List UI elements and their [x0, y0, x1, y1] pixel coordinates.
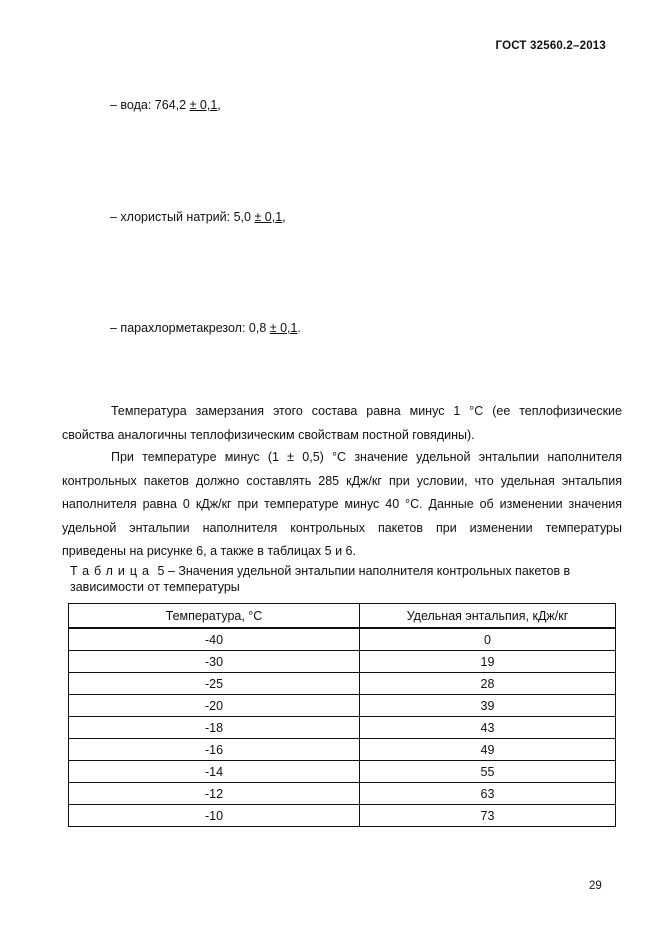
table-row — [69, 761, 616, 783]
temperature-cell: -40 — [69, 628, 360, 651]
temperature-cell: -30 — [69, 651, 360, 673]
temperature-cell: -20 — [69, 695, 360, 717]
column-header-enthalpy: Удельная энтальпия, кДж/кг — [360, 604, 616, 629]
enthalpy-cell: 73 — [360, 805, 616, 827]
list-item-end: , — [282, 210, 286, 224]
table-header-row — [69, 604, 616, 629]
list-item-chlorocresol — [110, 321, 301, 335]
tolerance-value: ± 0,1 — [189, 98, 218, 112]
list-item-sodium-chloride — [110, 210, 286, 224]
tolerance-value: ± 0,1 — [269, 321, 298, 335]
enthalpy-cell: 0 — [360, 628, 616, 651]
table-row — [69, 717, 616, 739]
page-number: 29 — [589, 880, 602, 892]
document-header: ГОСТ 32560.2–2013 — [495, 40, 606, 52]
temperature-cell: -12 — [69, 783, 360, 805]
list-item-text: – парахлорметакрезол: 0,8 — [110, 321, 270, 335]
enthalpy-cell: 28 — [360, 673, 616, 695]
table-row — [69, 805, 616, 827]
enthalpy-table — [68, 603, 616, 827]
temperature-cell: -10 — [69, 805, 360, 827]
list-item-water — [110, 98, 221, 112]
enthalpy-cell: 63 — [360, 783, 616, 805]
enthalpy-cell: 39 — [360, 695, 616, 717]
list-item-text: – хлористый натрий: 5,0 — [110, 210, 255, 224]
tolerance-value: ± 0,1 — [254, 210, 283, 224]
enthalpy-cell: 19 — [360, 651, 616, 673]
table-caption — [70, 564, 622, 595]
enthalpy-cell: 43 — [360, 717, 616, 739]
enthalpy-cell: 49 — [360, 739, 616, 761]
column-header-temperature: Температура, °С — [69, 604, 360, 629]
enthalpy-cell: 55 — [360, 761, 616, 783]
temperature-cell: -16 — [69, 739, 360, 761]
table-caption-text: 5 – Значения удельной энтальпии наполнителя контрольных пакетов в зависимости от температуры — [70, 564, 571, 594]
table-row — [69, 783, 616, 805]
paragraph-enthalpy: При температуре минус (1 ± 0,5) °С значение удельной энтальпии наполнителя контрольных пакетов должно составлять 285 кДж/кг при условии, что удельная энтальпия наполнителя равна 0 кДж/кг при температуре минус 40 °С. Данные об изменении значения удельной энтальпии наполнителя контрольных пакетов при изменении температуры приведены на рисунке 6, а также в таблицах 5 и 6. — [62, 450, 622, 558]
table-row — [69, 628, 616, 651]
temperature-cell: -14 — [69, 761, 360, 783]
table-row — [69, 695, 616, 717]
table-row — [69, 739, 616, 761]
list-item-end: , — [217, 98, 221, 112]
table-row — [69, 673, 616, 695]
temperature-cell: -25 — [69, 673, 360, 695]
table-row — [69, 651, 616, 673]
table-caption-label: Таблица — [70, 564, 155, 578]
list-item-end: . — [297, 321, 301, 335]
paragraph-freezing-point: Температура замерзания этого состава равна минус 1 °С (ее теплофизические свойства аналогичны теплофизическим свойствам постной говядины). — [62, 404, 622, 442]
temperature-cell: -18 — [69, 717, 360, 739]
list-item-text: – вода: 764,2 — [110, 98, 190, 112]
